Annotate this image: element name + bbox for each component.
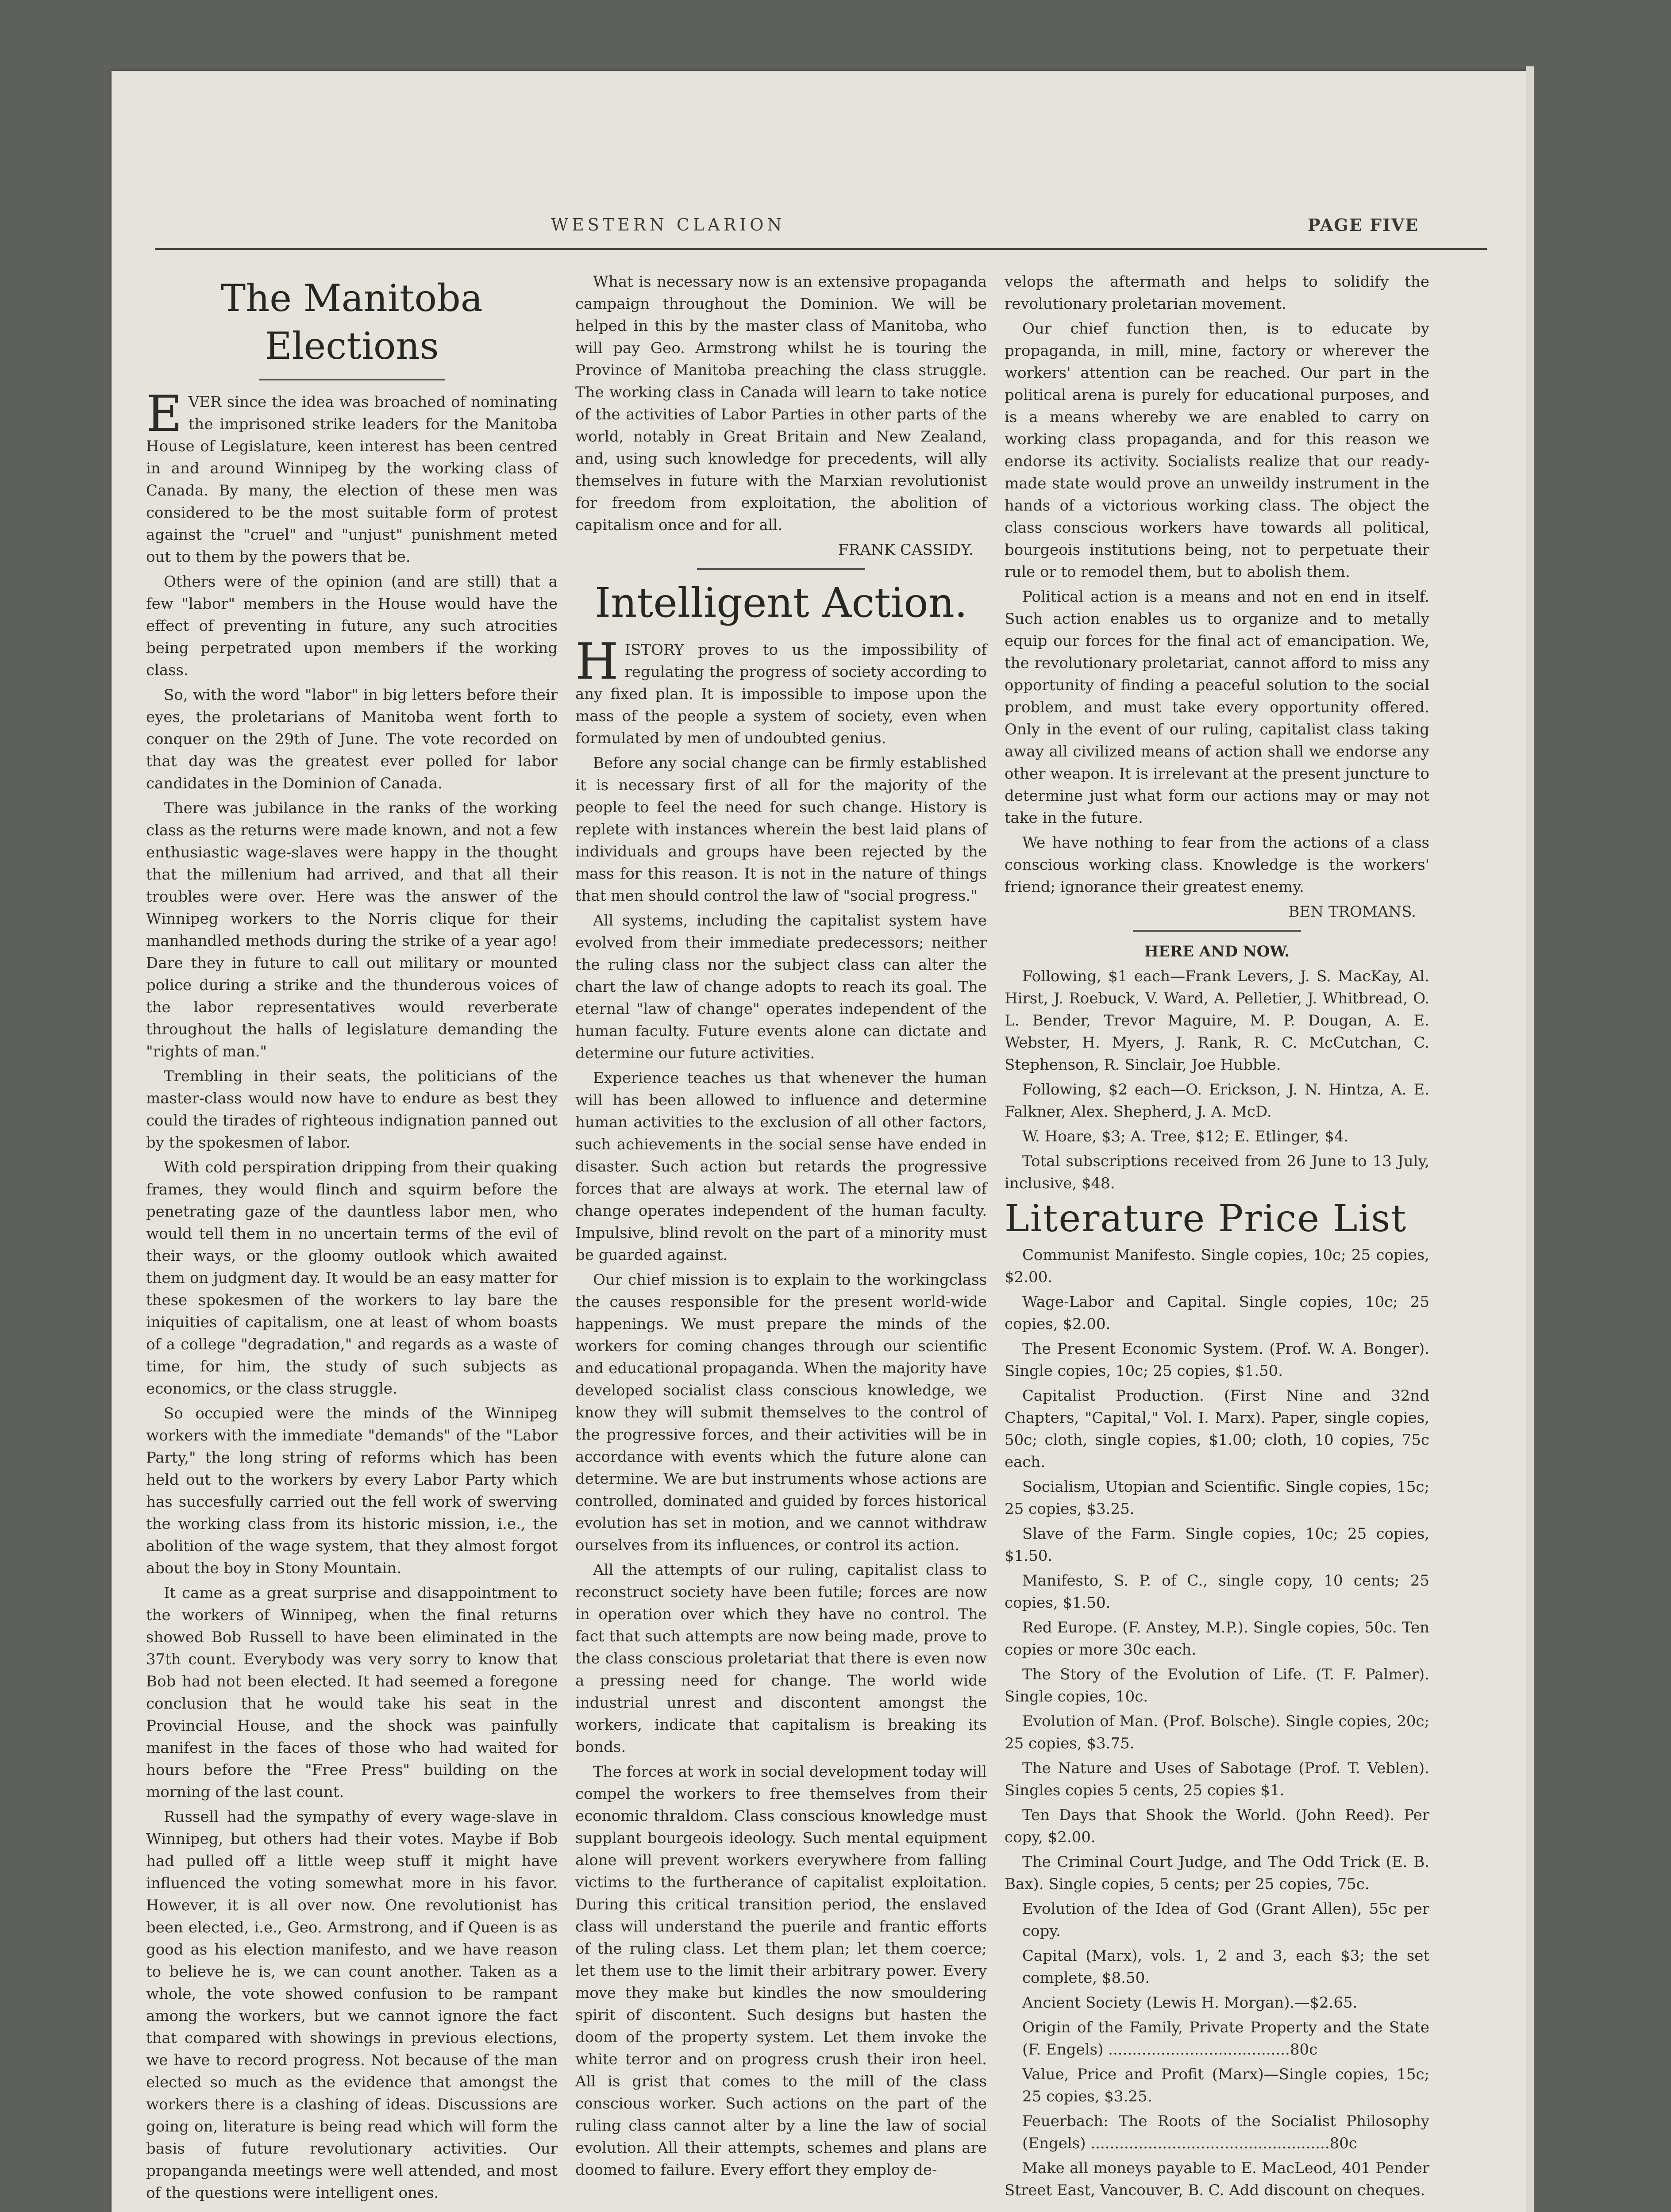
literature-price-list-title: Literature Price List	[1005, 1197, 1407, 1240]
title-line-2: Elections	[265, 324, 439, 368]
paragraph: Political action is a means and not en end in itself. Such action enables us to organize and to metally equip our forces for the final act of emancipation. We, the revolutionary proletariat, cannot afford to miss any opportunity of finding a peaceful solution to the social problem, and must take every opportunity offered. Only in the event of our ruling, capitalist class taking away all civilized means of action shall we endorse any other weapon. It is irrelevant at the present juncture to determine just what form our actions may or may not take in the future.	[1005, 588, 1429, 827]
drop-cap: H	[575, 633, 619, 691]
list-item: Red Europe. (F. Anstey, M.P.). Single copies, 50c. Ten copies or more 30c each.	[1005, 1619, 1429, 1659]
list-item: The Criminal Court Judge, and The Odd Trick (E. B. Bax). Single copies, 5 cents; per 25 copies, 75c.	[1005, 1853, 1429, 1893]
list-item: The Nature and Uses of Sabotage (Prof. T. Veblen). Singles copies 5 cents, 25 copies $1.	[1005, 1759, 1429, 1799]
masthead-title: WESTERN CLARION	[551, 215, 785, 234]
title-rule	[259, 379, 445, 380]
article-title-manitoba	[146, 274, 558, 370]
paragraph: Following, $2 each—O. Erickson, J. N. Hintza, A. E. Falkner, Alex. Shepherd, J. A. McD.	[1005, 1081, 1429, 1121]
title-line-1: The Manitoba	[221, 276, 483, 320]
separator-rule	[697, 568, 865, 570]
paragraph: Trembling in their seats, the politicians of the master-class would now have to endure as best they could the tirades of righteous indignation panned out by the spokesmen of labor.	[146, 1068, 558, 1152]
paragraph: HISTORY proves to us the impossibility of regulating the progress of society according to any fixed plan. It is impossible to impose upon the mass of the people a system of society, even when formulated by men of undoubted genius.	[575, 633, 987, 747]
signature-tromans: BEN TROMANS.	[1288, 903, 1416, 921]
list-item: Capitalist Production. (First Nine and 32nd Chapters, "Capital," Vol. I. Marx). Paper, single copies, 50c; cloth, single copies, $1.00; cloth, 10 copies, 75c each.	[1005, 1387, 1429, 1471]
list-item: Manifesto, S. P. of C., single copy, 10 cents; 25 copies, $1.50.	[1005, 1572, 1429, 1612]
list-item: Capital (Marx), vols. 1, 2 and 3, each $3; the set complete, $8.50.	[1022, 1947, 1429, 1987]
paragraph: Before any social change can be firmly established it is necessary first of all for the majority of the people to feel the need for such change. History is replete with instances wherein the best laid plans of individuals and groups have been rejected by the mass for this reason. It is not in the nature of things that men should control the law of "social progress."	[575, 754, 987, 905]
separator-rule	[1133, 930, 1301, 932]
paragraph: What is necessary now is an extensive propaganda campaign throughout the Dominion. We will be helped in this by the master class of Manitoba, who will pay Geo. Armstrong whilst he is touring the Province of Manitoba preaching the class struggle. The working class in Canada will learn to take notice of the activities of Labor Parties in other parts of the world, notably in Great Britain and New Zealand, and, using such knowledge for precedents, will ally themselves in future with the Marxian revolutionist for freedom from exploitation, the abolition of capitalism once and for all.	[575, 273, 987, 534]
paragraph: Our chief function then, is to educate by propaganda, in mill, mine, factory or wherever the workers' attention can be reached. Our part in the political arena is purely for educational purposes, and is a means whereby we are enabled to carry on working class propaganda, and for this reason we endorse its activity. Socialists realize that our ready-made state would prove an unweildy instrument in the hands of a victorious working class. The object the class conscious workers have towards all political, bourgeois institutions being, not to perpetuate their rule or to remodel them, but to abolish them.	[1005, 320, 1429, 581]
paragraph: So occupied were the minds of the Winnipeg workers with the immediate "demands" of the "Labor Party," the long string of reforms which has been held out to the workers by every Labor Party which has succesfully carried out the fell work of swerving the working class from its historic mission, i.e., the abolition of the wage system, that they almost forgot about the boy in Stony Mountain.	[146, 1405, 558, 1577]
paragraph: All the attempts of our ruling, capitalist class to reconstruct society have been futile; forces are now in operation over which they have no control. The fact that such attempts are now being made, prove to the class conscious proletariat that there is even now a pressing need for change. The world wide industrial unrest and discontent amongst the workers, indicate that capitalism is breaking its bonds.	[575, 1561, 987, 1756]
paragraph: W. Hoare, $3; A. Tree, $12; E. Etlinger, $4.	[1022, 1128, 1349, 1145]
list-item: Origin of the Family, Private Property and the State (F. Engels) ......................................80c	[1022, 2019, 1429, 2058]
masthead-rule	[155, 248, 1487, 250]
column-3	[1005, 271, 1429, 2212]
list-item: The Present Economic System. (Prof. W. A. Bonger). Single copies, 10c; 25 copies, $1.50.	[1005, 1340, 1429, 1380]
list-item: Communist Manifesto. Single copies, 10c; 25 copies, $2.00.	[1005, 1246, 1429, 1286]
paragraph: Others were of the opinion (and are still) that a few "labor" members in the House would have the effect of preventing in future, any such atrocities being perpetrated upon members if the working class.	[146, 573, 558, 679]
list-item: Feuerbach: The Roots of the Socialist Philosophy (Engels) ..................................................80c	[1022, 2112, 1429, 2152]
column-1	[146, 274, 558, 2207]
payable-note: Make all moneys payable to E. MacLeod, 401 Pender Street East, Vancouver, B. C. Add discount on cheques.	[1005, 2159, 1429, 2199]
paragraph: It came as a great surprise and disappointment to the workers of Winnipeg, when the final returns showed Bob Russell to have been eliminated in the 37th count. Everybody was very sorry to know that Bob had not been elected. It had seemed a foregone conclusion that he would take his seat in the Provincial House, and the shock was painfully manifest in the faces of those who had waited for hours before the "Free Press" building on the morning of the last count.	[146, 1584, 558, 1801]
list-item: Slave of the Farm. Single copies, 10c; 25 copies, $1.50.	[1005, 1525, 1429, 1565]
paragraph: The forces at work in social development today will compel the workers to free themselves from their economic thraldom. Class conscious knowledge must supplant bourgeois ideology. Such mental equipment alone will prevent workers everywhere from falling victims to the furtherance of capitalist exploitation. During this critical transition period, the enslaved class will understand the puerile and frantic efforts of the ruling class. Let them plan; let them coerce; let them use to the limit their arbitrary power. Every move they make but kindles the now smouldering spirit of discontent. Such designs but hasten the doom of the property system. Let them invoke the white terror and on progress crush their iron heel. All is grist that comes to the mill of the class conscious worker. Such actions on the part of the ruling class cannot alter by a line the law of social evolution. All their attempts, schemes and plans are doomed to failure. Every effort they employ de-	[575, 1763, 987, 2179]
paragraph: So, with the word "labor" in big letters before their eyes, the proletarians of Manitoba went forth to conquer on the 29th of June. The vote recorded on that day was the greatest ever polled for labor candidates in the Dominion of Canada.	[146, 686, 558, 792]
paragraph: With cold perspiration dripping from their quaking frames, they would flinch and squirm before the penetrating gaze of the dauntless labor men, who would tell them in no uncertain terms of the evil of their ways, or the gloomy outlook which awaited them on judgment day. It would be an easy matter for these spokesmen of the workers to lay bare the iniquities of capitalism, one at least of whom boasts of a college "degradation," and regards as a waste of time, for him, the study of such subjects as economics, or the class struggle.	[146, 1159, 558, 1398]
paragraph: We have nothing to fear from the actions of a class conscious working class. Knowledge is the workers' friend; ignorance their greatest enemy.	[1005, 834, 1429, 896]
list-item: Evolution of Man. (Prof. Bolsche). Single copies, 20c; 25 copies, $3.75.	[1005, 1713, 1429, 1752]
paragraph: There was jubilance in the ranks of the working class as the returns were made known, and not a few enthusiastic wage-slaves were happy in the thought that the millenium had arrived, and that all their troubles were over. Here was the answer of the Winnipeg workers to the Norris clique for their manhandled methods during the strike of a year ago! Dare they in future to call out military or mounted police during a strike and the thunderous voices of the labor representatives would reverberate throughout the halls of legislature demanding the "rights of man."	[146, 799, 558, 1060]
paragraph: All systems, including the capitalist system have evolved from their immediate predecessors; neither the ruling class nor the subject class can alter the chart the law of change adopts to reach its goal. The eternal "law of change" operates independent of the human faculty. Future events alone can dictate and determine our future activities.	[575, 912, 987, 1062]
drop-cap: E	[146, 385, 182, 443]
signature-cassidy: FRANK CASSIDY.	[838, 541, 974, 559]
list-item: Value, Price and Profit (Marx)—Single copies, 15c; 25 copies, $3.25.	[1022, 2066, 1429, 2105]
list-item: Ten Days that Shook the World. (John Reed). Per copy, $2.00.	[1005, 1806, 1429, 1846]
paragraph: Our chief mission is to explain to the workingclass the causes responsible for the present world-wide happenings. We must prepare the minds of the workers for coming changes through our scientific and educational propaganda. When the majority have developed socialist class conscious knowledge, we know they will submit themselves to the control of the progressive forces, and their activities will be in accordance with events which the future alone can determine. We are but instruments whose actions are controlled, dominated and guided by forces historical evolution has set in motion, and we cannot withdraw ourselves from its influences, or control its action.	[575, 1271, 987, 1554]
list-item: Wage-Labor and Capital. Single copies, 10c; 25 copies, $2.00.	[1005, 1293, 1429, 1333]
paragraph: EVER since the idea was broached of nominating the imprisoned strike leaders for the Manitoba House of Legislature, keen interest has been centred in and around Winnipeg by the working class of Canada. By many, the election of these men was considered to be the most suitable form of protest against the "cruel" and "unjust" punishment meted out to them by the powers that be.	[146, 385, 558, 566]
here-and-now-title: HERE AND NOW.	[1144, 943, 1290, 960]
paragraph: Following, $1 each—Frank Levers, J. S. MacKay, Al. Hirst, J. Roebuck, V. Ward, A. Pelletier, J. Whitbread, O. L. Bender, Trevor Maguire, M. P. Dougan, A. E. Webster, H. Myers, J. Rank, R. C. McCutchan, C. Stephenson, R. Sinclair, Joe Hubble.	[1005, 968, 1429, 1074]
list-item: Ancient Society (Lewis H. Morgan).—$2.65.	[1022, 1994, 1358, 2012]
list-item: The Story of the Evolution of Life. (T. F. Palmer). Single copies, 10c.	[1005, 1666, 1429, 1705]
literature-list	[1005, 1244, 1429, 2212]
post-free-note	[1005, 2210, 1429, 2212]
paragraph: Total subscriptions received from 26 June to 13 July, inclusive, $48.	[1005, 1152, 1429, 1192]
page-number: PAGE FIVE	[1308, 215, 1419, 235]
list-item: Evolution of the Idea of God (Grant Allen), 55c per copy.	[1022, 1900, 1429, 1940]
list-item: Socialism, Utopian and Scientific. Single copies, 15c; 25 copies, $3.25.	[1005, 1478, 1429, 1518]
paragraph: velops the aftermath and helps to solidify the revolutionary proletarian movement.	[1005, 273, 1429, 313]
paragraph: Experience teaches us that whenever the human will has been allowed to influence and determine human activities to the exclusion of all other factors, such achievements in the social sense have ended in disaster. Such action but retards the progressive forces that are always at work. The eternal law of change operates independent of the human faculty. Impulsive, blind revolt on the part of a minority must be guarded against.	[575, 1069, 987, 1264]
column-2	[575, 271, 987, 2184]
article-title-intelligent-action: Intelligent Action.	[594, 579, 968, 626]
paragraph: Russell had the sympathy of every wage-slave in Winnipeg, but others had their votes. Maybe if Bob had pulled off a little weep stuff it might have influenced the voting somewhat more in his favor. However, it is all over now. One revolutionist has been elected, i.e., Geo. Armstrong, and if Queen is as good as his election manifesto, and we have reason to believe he is, we can count another. Taken as a whole, the vote showed confusion to be rampant among the workers, but we cannot ignore the fact that compared with showings in previous elections, we have to record progress. Not because of the man elected so much as the evidence that amongst the workers there is a clashing of ideas. Discussions are going on, literature is being read which will form the basis of future revolutionary activities. Our propanganda meetings were well attended, and most of the questions were intelligent ones.	[146, 1808, 558, 2202]
scan-edge	[1526, 66, 1534, 2212]
